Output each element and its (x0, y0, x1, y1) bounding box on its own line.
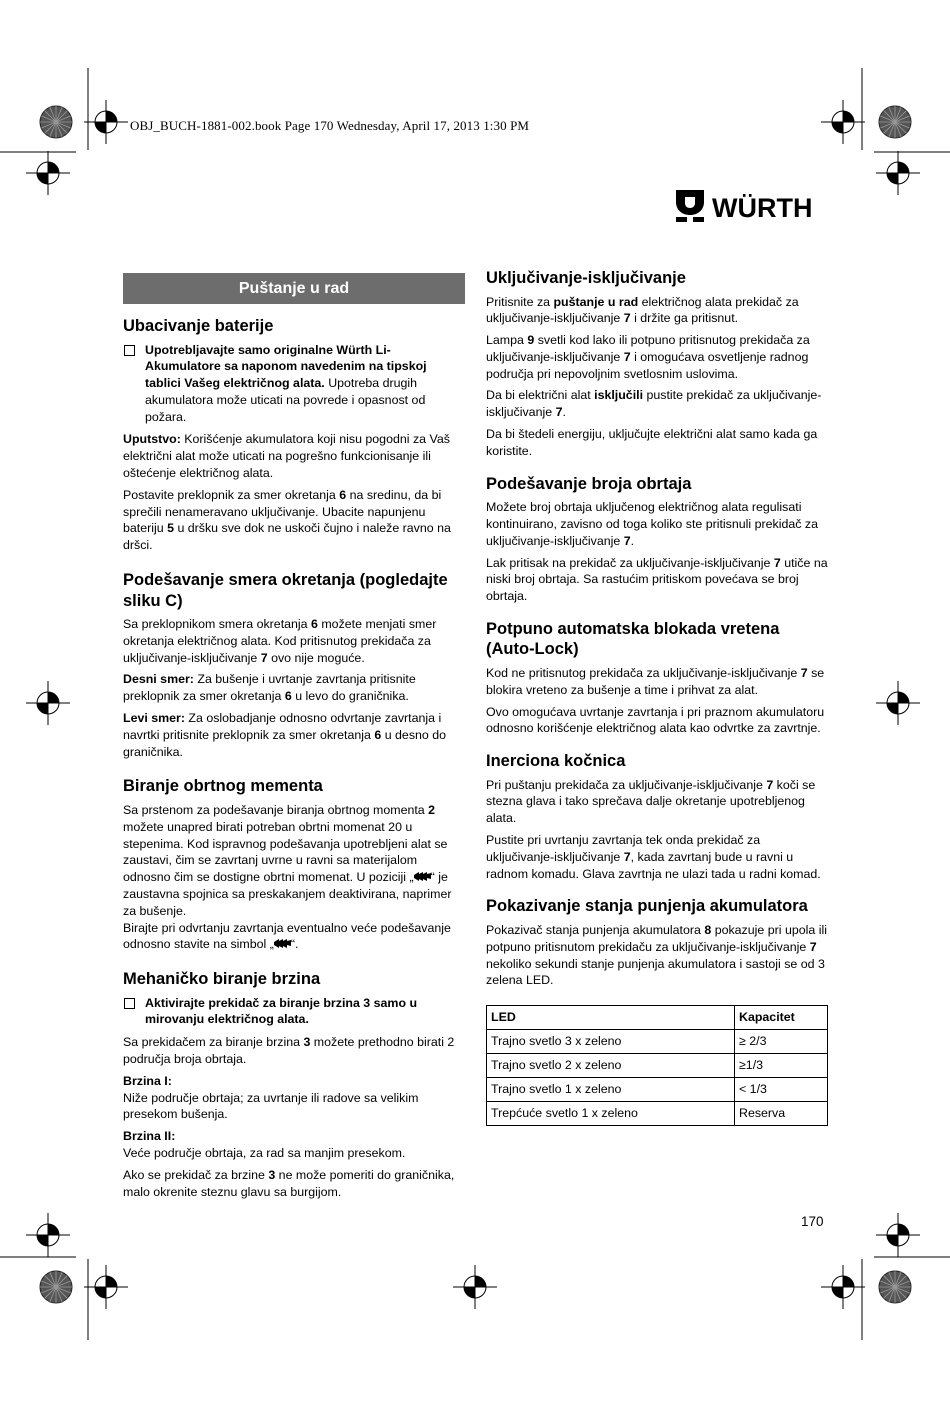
heading-charge-indicator: Pokazivanje stanja punjenja akumulatora (486, 897, 808, 916)
wurth-logo-icon (676, 188, 832, 224)
heading-auto-lock: Potpuno automatska blokada vretena (Auto-Lock) (486, 619, 780, 659)
table-cell: ≥ 2/3 (735, 1030, 828, 1054)
paragraph: Pritisnite za puštanje u rad električnog alata prekidač za uključivanje-isključivanje 7 i držite ga pritisnut. (486, 294, 799, 326)
book-info-line: OBJ_BUCH-1881-002.book Page 170 Wednesday, April 17, 2013 1:30 PM (130, 118, 530, 133)
paragraph: Pri puštanju prekidača za uključivanje-isključivanje 7 koči se stezna glava i tako sprečava dalje okretanje upotrebljenog alata. (486, 777, 816, 826)
heading-speed-adjust: Podešavanje broja obrtaja (486, 474, 692, 493)
paragraph: Lak pritisak na prekidač za uključivanje-isključivanje 7 utiče na niski broj obrtaja. Sa rastućim pritiskom povećava se broj obrtaja. (486, 555, 828, 604)
paragraph: Sa prstenom za podešavanje biranja obrtnog momenta 2 možete unapred birati potreban obrtni momenat 20 u stepenima. Kod ispravnog podešavanja upotrebljeni alat se zaustavi, čim se zavrtanj uvrne u ravni sa materijalom odnosno čim se dostigne obrtni momenat. U poziciji „ “ je zaustavna spojnica sa preskakanjem deaktivirana, naprimer za bušenje. (123, 802, 452, 918)
registration-wheel-icon (879, 1271, 911, 1303)
heading-rotation-direction: Podešavanje smera okretanja (pogledajte sliku C) (123, 571, 448, 610)
table-cell: Reserva (735, 1102, 828, 1126)
gear-2-label: Brzina II: (123, 1129, 176, 1144)
table-cell: Trajno svetlo 2 x zeleno (487, 1054, 735, 1078)
checklist-item: Aktivirajte prekidač za biranje brzina 3 samo u mirovanju električnog alata. (123, 995, 465, 1029)
paragraph: Ako se prekidač za brzine 3 ne može pomeriti do graničnika, malo okrenite steznu glavu sa burgijom. (123, 1167, 455, 1199)
paragraph: Birajte pri odvrtanju zavrtanja eventualno veće podešavanje odnosno stavite na simbol „ “. (123, 920, 451, 952)
heading-gear-selection: Mehaničko biranje brzina (123, 970, 321, 989)
paragraph: Pustite pri uvrtanju zavrtanja tek onda prekidač za uključivanje-isključivanje 7, kada zavrtanj bude u ravni u radnom komadu. Glava zavrtnja ne ulazi tada u radni komad. (486, 833, 821, 881)
registration-wheel-icon (40, 106, 72, 138)
paragraph: Pokazivač stanja punjenja akumulatora 8 pokazuje pri upola ili potpuno pritisnutom prekidaču za uključivanje-isključivanje 7 nekoliko sekundi stanje punjenja akumulatora i sastoji se od 3 zelena LED. (486, 922, 827, 988)
capacity-table (486, 1005, 828, 1126)
table-header-row (487, 1006, 828, 1030)
drill-mode-icon (414, 872, 431, 881)
page-number: 170 (801, 1214, 824, 1229)
paragraph: Sa prekidačem za biranje brzina 3 možete prethodno birati 2 područja broja obrtaja. (123, 1035, 455, 1066)
paragraph: Sa preklopnikom smera okretanja 6 možete menjati smer okretanja električnog alata. Kod pritisnutog prekidača za uključivanje-isključivanje 7 ovo nije moguće. (123, 617, 437, 665)
paragraph: Možete broj obrtaja uključenog električnog alata regulisati kontinuirano, zavisno od toga koliko ste pritisnuli prekidač za uključivanje-isključivanje 7. (486, 500, 818, 548)
paragraph: Postavite preklopnik za smer okretanja 6 na sredinu, da bi sprečili nenameravano uključivanje. Ubacite napunjenu bateriju 5 u dršku sve dok ne uskoči čujno i naleže ravno na dršci. (123, 487, 451, 553)
table-cell: < 1/3 (735, 1078, 828, 1102)
drill-mode-icon (274, 939, 291, 948)
table-row (487, 1030, 828, 1054)
gear-1-label: Brzina I: (123, 1073, 172, 1088)
registration-wheel-icon (40, 1271, 72, 1303)
paragraph: Ovo omogućava uvrtanje zavrtanja i pri praznom akumulatoru odnosno korišćenje električnog alata kao odvrtke za zavrtnje. (486, 704, 825, 736)
paragraph: Desni smer: Za bušenje i uvrtanje zavrtanja pritisnite preklopnik za smer okretanja 6 u levo do graničnika. (123, 672, 416, 704)
table-row (487, 1102, 828, 1126)
left-column (123, 273, 465, 1205)
table-cell: ≥1/3 (735, 1054, 828, 1078)
table-row (487, 1054, 828, 1078)
paragraph: Levi smer: Za oslobadjanje odnosno odvrtanje zavrtanja i navrtki pritisnite preklopnik za smer okretanja 6 u desno do graničnika. (123, 711, 447, 759)
right-column (486, 268, 828, 1126)
paragraph: Da bi štedeli energiju, uključujte električni alat samo kada ga koristite. (486, 427, 818, 458)
paragraph: Kod ne pritisnutog prekidača za uključivanje-isključivanje 7 se blokira vreteno za bušenje a time i prihvat za alat. (486, 665, 825, 697)
table-cell: Trepćuće svetlo 1 x zeleno (487, 1102, 735, 1126)
heading-inertia-brake: Inerciona kočnica (486, 752, 626, 771)
brand-wordmark: WÜRTH (712, 193, 813, 223)
checkbox-icon (124, 345, 135, 356)
heading-battery-insert: Ubacivanje baterije (123, 317, 274, 335)
registration-wheel-icon (879, 106, 911, 138)
paragraph: Niže područje obrtaja; za uvrtanje ili radove sa velikim presekom bušenja. (123, 1090, 419, 1122)
paragraph: Lampa 9 svetli kod lako ili potpuno pritisnutog prekidača za uključivanje-isključivanje 7 i omogućava osvetljenje radnog područja pri nepovoljnim svetlosnim uslovima. (486, 333, 810, 381)
checklist-item: Upotrebljavajte samo originalne Würth Li-Akumulatore sa naponom navedenim na tipskoj tablici Vašeg električnog alata. Upotreba drugih akumulatora može uticati na povrede i opasnost od požara. (123, 342, 465, 426)
table-header-cell: LED (487, 1006, 735, 1030)
heading-on-off: Uključivanje-isključivanje (486, 269, 686, 287)
table-cell: Trajno svetlo 3 x zeleno (487, 1030, 735, 1054)
heading-torque-selection: Biranje obrtnog mementa (123, 777, 323, 796)
section-banner: Puštanje u rad (123, 273, 465, 304)
paragraph: Veće područje obrtaja, za rad sa manjim presekom. (123, 1145, 406, 1160)
table-header-cell: Kapacitet (735, 1006, 828, 1030)
wurth-logo (676, 188, 832, 224)
checkbox-icon (124, 998, 135, 1009)
table-row (487, 1078, 828, 1102)
paragraph: Uputstvo: Korišćenje akumulatora koji nisu pogodni za Vaš električni alat može uticati na pogrešno funkcionisanje ili oštećenje električnog alata. (123, 432, 450, 481)
paragraph: Da bi električni alat isključili pustite prekidač za uključivanje-isključivanje 7. (486, 388, 822, 420)
table-cell: Trajno svetlo 1 x zeleno (487, 1078, 735, 1102)
